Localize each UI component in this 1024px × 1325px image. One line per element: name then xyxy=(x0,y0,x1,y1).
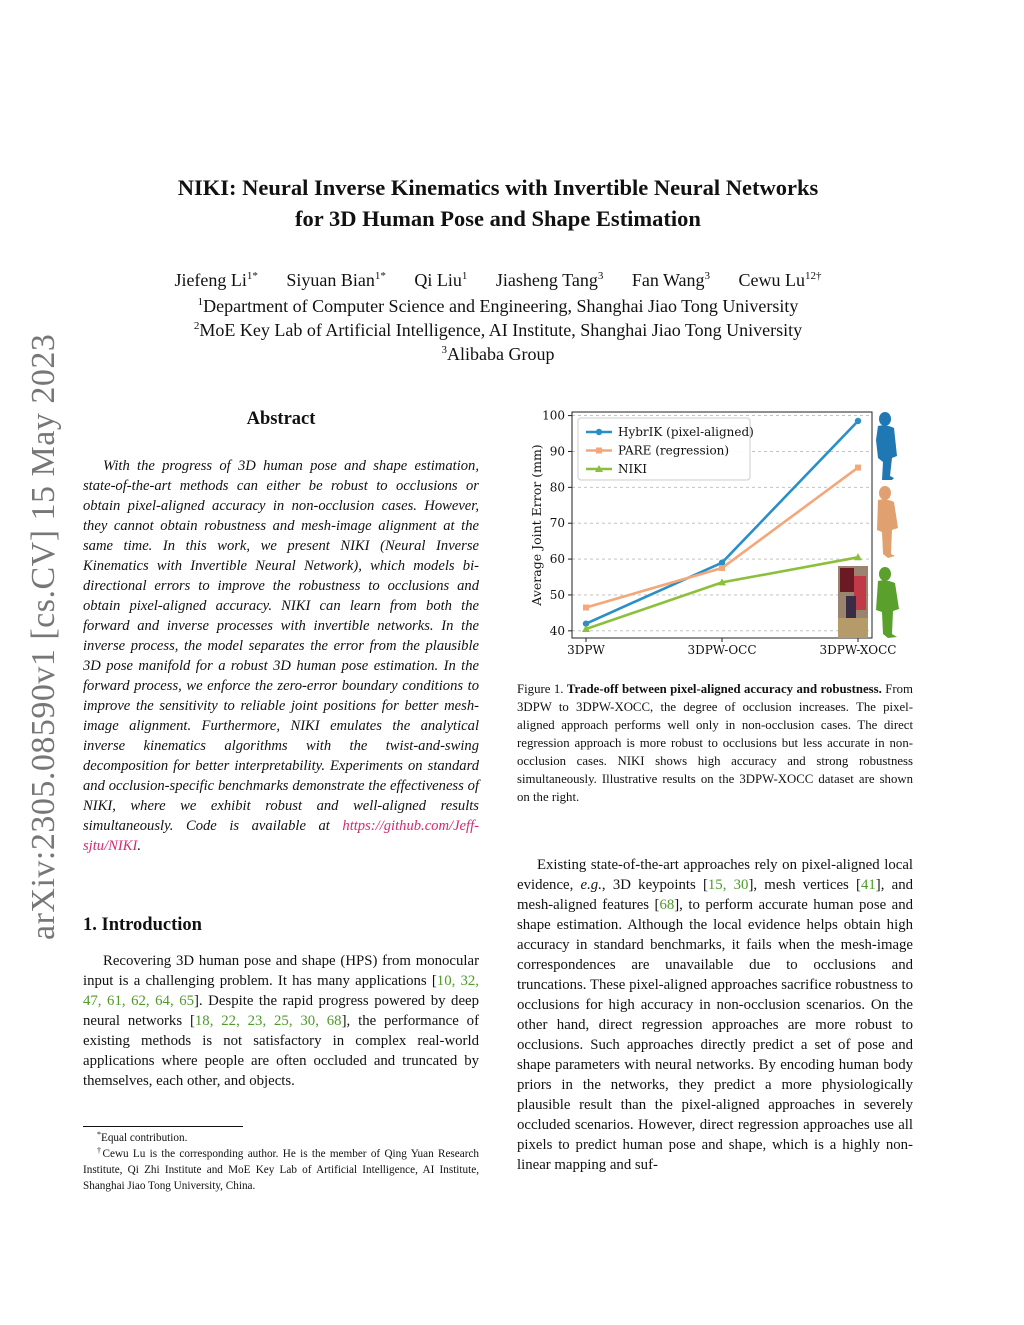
intro-paragraph: Recovering 3D human pose and shape (HPS) from monocular input is a challenging problem. It has many applications [10, 32, 47, 61, 62, 64, 65]. Despite the rapid progress powered by deep neural networks [18, 22, 23, 25, 30, 68], the performance of existing methods is not satisfactory in complex real-world applications where people are often occluded and truncated by themselves, each other, and objects. xyxy=(83,953,479,1089)
legend-marker xyxy=(596,448,602,454)
code-link[interactable]: https://github.com/Jeff-sjtu/NIKI xyxy=(83,818,479,854)
data-point xyxy=(583,605,589,611)
line-chart xyxy=(520,406,920,664)
title-line-2: for 3D Human Pose and Shape Estimation xyxy=(295,206,701,231)
legend-label: PARE (regression) xyxy=(618,443,730,458)
data-point xyxy=(855,465,861,471)
illustration-strip xyxy=(838,412,899,638)
y-tick-label: 40 xyxy=(549,623,565,638)
mesh-illustration-orange xyxy=(877,486,898,558)
legend-label: NIKI xyxy=(618,462,647,476)
author-list xyxy=(80,268,916,292)
series-line xyxy=(586,468,858,608)
y-tick-label: 50 xyxy=(549,587,565,602)
figure-1-caption: Figure 1. Trade-off between pixel-aligned accuracy and robustness. From 3DPW to 3DPW-XOCC, the degree of occlusion increases. The pixel-aligned approach performs well only in non-occlusion cases. The direct regression approach is more robust to occlusions but less accurate in non-occlusion cases. NIKI shows high accuracy and strong robustness simultaneously. Illustrative results on the 3DPW-XOCC dataset are shown on the right. xyxy=(517,682,913,804)
affiliation-1: $^1$Department of Computer Science and Engineering, Shanghai Jiao Tong University xyxy=(197,296,799,316)
citation-link[interactable]: 41 xyxy=(860,877,876,893)
y-tick-label: 80 xyxy=(549,480,565,495)
y-tick-label: 90 xyxy=(549,444,565,459)
author: Siyuan Bian$^{1*}$ xyxy=(286,270,386,290)
citation-link[interactable]: 15, 30 xyxy=(707,877,749,893)
right-column-paragraph: Existing state-of-the-art approaches rely on pixel-aligned local evidence, e.g., 3D keypoints [15, 30], mesh vertices [41], and mesh-aligned features [68], to perform accurate human pose and shape estimation. Although the local evidence helps obtain high accuracy in standard benchmarks, it fails when the mesh-image correspondences are unavailable due to occlusions and truncations. These pixel-aligned approaches sacrifice robustness to occlusions for high accuracy in non-occlusion scenarios. On the other hand, direct regression approaches are more robust to occlusions. Such approaches directly predict a set of pose and shape parameters with neural networks. By encoding human body priors in the networks, they predict a more physiologically plausible result than the pixel-aligned approaches in severely occluded scenarios. However, direct regression approaches use all pixels to predict human pose and shape, which is a highly non-linear mapping and suf- xyxy=(517,857,913,1173)
citation-link[interactable]: 10, 32, 47, 61, 62, 64, 65 xyxy=(83,973,479,1009)
legend-marker xyxy=(596,429,602,435)
author: Jiasheng Tang$^3$ xyxy=(495,270,604,290)
y-tick-label: 70 xyxy=(549,516,565,531)
x-tick-label: 3DPW xyxy=(567,643,605,657)
citation-link[interactable]: 18, 22, 23, 25, 30, 68 xyxy=(194,1013,342,1029)
y-axis-label: Average Joint Error (mm) xyxy=(529,444,544,606)
photo-thumbnail xyxy=(838,566,868,638)
x-tick-label: 3DPW-XOCC xyxy=(819,643,897,657)
affiliation-2: $^2$MoE Key Lab of Artificial Intelligence, AI Institute, Shanghai Jiao Tong University xyxy=(193,320,803,340)
mesh-illustration-blue xyxy=(876,412,897,480)
author: Cewu $Lu^{12\dagger}$ xyxy=(738,270,822,290)
title-line-1: NIKI: Neural Inverse Kinematics with Invertible Neural Networks xyxy=(177,175,819,200)
paper-title xyxy=(80,172,916,234)
figure-1-chart xyxy=(520,406,920,664)
footnote-equal: *Equal contribution. xyxy=(97,1130,188,1144)
author: Fan Wang$^3$ xyxy=(631,270,711,290)
affiliation-3: $^3$Alibaba Group xyxy=(441,344,555,364)
arxiv-identifier: arXiv:2305.08590v1 [cs.CV] 15 May 2023 xyxy=(25,333,62,940)
citation-link[interactable]: 68 xyxy=(659,897,675,913)
legend-label: HybrIK (pixel-aligned) xyxy=(618,425,754,439)
footnote-corresponding: †Cewu Lu is the corresponding author. He is the member of Qing Yuan Research Institute, Qi Zhi Institute and MoE Key Lab of Artificial Intelligence, AI Institute, Shanghai Jiao Tong University, China. xyxy=(83,1146,480,1192)
data-point xyxy=(719,565,725,571)
abstract-heading: Abstract xyxy=(246,409,316,429)
author: Jiefeng $Li^{1*}$ xyxy=(174,270,258,290)
x-tick-label: 3DPW-OCC xyxy=(687,643,757,657)
footnote-divider xyxy=(83,1126,243,1127)
mesh-illustration-green xyxy=(876,567,899,638)
abstract-text: With the progress of 3D human pose and shape estimation, state-of-the-art methods can either be robust to occlusions or obtain pixel-aligned accuracy in non-occlusion cases. However, they cannot obtain robustness and mesh-image alignment at the same time. In this work, we present NIKI (Neural Inverse Kinematics with Invertible Neural Network), which models bi-directional errors to improve the robustness to occlusions and obtain pixel-aligned accuracy. NIKI can learn from both the forward and inverse processes with invertible networks. In the inverse process, the model separates the error from the plausible 3D pose manifold for a robust 3D human pose estimation. In the forward process, we enforce the zero-error boundary conditions to improve the sensitivity to reliable joint positions for better mesh-image alignment. Furthermore, NIKI emulates the analytical inverse kinematics algorithms with the twist-and-swing decomposition for better interpretability. Experiments on standard and occlusion-specific benchmarks demonstrate the effectiveness of NIKI, where we exhibit robust and well-aligned results simultaneously. Code is available at https://github.com/Jeff-sjtu/NIKI. xyxy=(83,458,479,854)
author: Qi Liu$^1$ xyxy=(414,270,468,290)
y-tick-label: 100 xyxy=(542,408,565,423)
y-tick-label: 60 xyxy=(549,552,565,567)
section-heading-introduction: 1. Introduction xyxy=(83,915,202,935)
data-point xyxy=(855,418,861,424)
footnotes xyxy=(83,1130,479,1194)
